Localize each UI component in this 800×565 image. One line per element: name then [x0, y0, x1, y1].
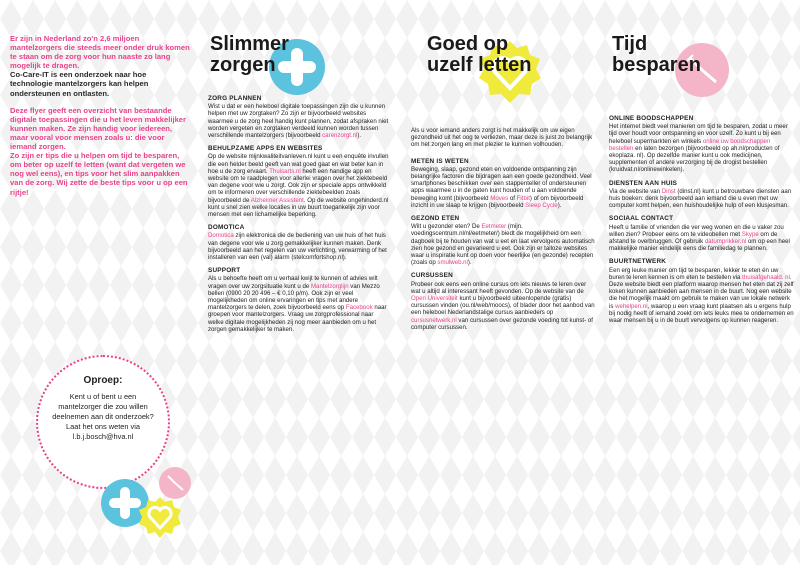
slimmer-zorgen-column	[202, 0, 402, 565]
goed-op-uzelf-letten-column	[405, 0, 601, 565]
section-behulpzame-apps	[208, 145, 390, 218]
section-text: en laten bezorgen (bijvoorbeeld op ah.nl/producten of ekoplaza. nl). Op dezelfde manier kunt u ook medicijnen, supplementen of andere verzorging bij de drogist bestellen (kruidvat.nl/onlinewinkelen).	[609, 144, 780, 174]
section-heading: CURSUSSEN	[411, 272, 453, 280]
heading-line-1: Slimmer	[210, 33, 289, 55]
heading-line-1: Tijd	[612, 33, 648, 55]
section-text: van cursussen over gezonde voeding tot kunst- of computer cursussen.	[411, 316, 593, 331]
section-zorg-plannen	[208, 95, 390, 139]
section-heading: BEHULPZAME APPS EN WEBSITES	[208, 145, 323, 153]
section-text: Een erg leuke manier om tijd te besparen, lekker te eten én uw buren te leren kennen is om eten te bestellen via	[609, 266, 779, 281]
intro-p2: Co-Care-IT is een onderzoek naar hoe technologie mantelzorgers kan helpen ondersteunen en ontlasten.	[10, 70, 149, 98]
link-skype[interactable]: Skype	[741, 230, 759, 238]
section-sociaal-contact	[609, 215, 795, 252]
section-text: Wilt u gezonder eten? De	[411, 223, 482, 231]
section-text: naar groepen voor mantelzorgers. Vraag uw zorgprofessional naar welke digitale mogelijkheden zij nog meer aanbieden om u het zorgen gemakkelijker te maken.	[208, 304, 387, 333]
section-text: of	[508, 194, 517, 202]
section-heading: ONLINE BOODSCHAPPEN	[609, 115, 694, 122]
section-text: . Op de website ongehinderd.nl kunt u snel zien welke locaties in uw buurt toegankelijk zijn voor mensen met een lichamelijke beperking.	[208, 196, 389, 219]
section-text: ).	[357, 132, 362, 140]
section-text: ).	[467, 259, 472, 267]
section-text: Op de website mijnkwaliteitvanleven.nl kunt u een enquête invullen die een helder beeld geeft van wat goed gaat en wat beter kan in hoe u de zorg ervaart.	[208, 153, 389, 175]
link-mantelzorglijn[interactable]: Mantelzorglijn	[310, 282, 349, 290]
intro-p4: Zo zijn er tips die u helpen om tijd te besparen, om beter op uzelf te letten (want dat vergeten we nog wel eens), en tips voor het slim aanpakken van de zorg. Wij zette de beste tips voor u op een rijtje!	[10, 151, 188, 197]
link-thuisarts[interactable]: Thuisarts.nl	[269, 167, 301, 175]
link-facebook[interactable]: Facebook	[345, 304, 373, 312]
link-alzheimer-assistent[interactable]: Alzheimer Assistent	[250, 196, 304, 204]
heading-line-2: zorgen	[210, 54, 276, 76]
section-support	[208, 267, 390, 333]
section-heading: DOMOTICA	[208, 224, 245, 232]
section-text: om op een heel makkelijke manier eindelijk eens die familiedag te plannen.	[609, 238, 790, 253]
clock-badge-icon	[158, 466, 192, 500]
section-text: zijn elektronica die de bediening van uw huis of het huis van degene voor wie u zorg gemakkelijker kunnen maken. Denk bijvoorbeeld aan het regelen van uw verlichting, verwarming of het installeren van een (val) alarm (stelcomfortshop.nl).	[208, 232, 387, 262]
section-text: Probeer ook eens een online cursus om iets nieuws te leren over wat u altijd al interessant heeft gevonden. Op de website van de	[411, 280, 587, 295]
section-text: . Deze website biedt een platform waarop mensen het eten dat zij zelf koken kunnen aanbieden aan mensen in de buurt. Nog een website die het mogelijk maakt om gebruik te maken van uw lokale netwerk is	[609, 273, 794, 310]
callout-body: Kent u of bent u een mantelzorger die zou willen deelnemen aan dit onderzoek? Laat het ons weten via l.b.j.bosch@hva.nl	[52, 392, 154, 441]
callout-title: Oproep:	[83, 375, 123, 386]
link-fitbit[interactable]: Fitbit	[516, 194, 530, 202]
tijd-besparen-body	[609, 115, 795, 330]
slimmer-zorgen-heading	[210, 34, 289, 76]
section-text: heeft een handige app en website om te raadplegen voor allerlei vragen over het ziektebeeld van degene voor wie u zorgt. Ook zijn er speciale apps ontwikkeld om te informeren over verschillende ziektebeelden zoals bijvoorbeeld de	[208, 167, 388, 204]
section-text: (mijn. voedingscentrum.nl/nl/eetmeter/) biedt de mogelijkheid om een dagboek bij te houden van wat u eet en laat vervolgens automatisch zien hoe gezond en gevarieerd u eet. Ook zijn er talloze websites waar u inspiratie kunt op doen voor heerlijke (en gezonde) recepten (zoals op	[411, 223, 595, 267]
section-text: , waarop u een vraag kunt plaatsen als u ergens hulp bij nodig heeft of iemand zoekt om iets leuks mee te ondernemen en waar mensen bij u in de buurt vervolgens op kunnen reageren.	[609, 302, 794, 325]
section-intro	[411, 127, 595, 149]
intro-column	[0, 0, 198, 565]
heading-line-2: uzelf letten	[427, 54, 532, 76]
section-text: Beweging, slaap, gezond eten en voldoende ontspanning zijn belangrijke factoren die bijdragen aan een goede gezondheid. Veel smartphones beschikken over een stappenteller of ondersteunen apps waarmee u in de gaten kunt houden of u aan voldoende beweging komt (bijvoorbeeld	[411, 165, 592, 202]
link-open-universiteit[interactable]: Open Universiteit	[411, 295, 458, 303]
section-text: Als u voor iemand anders zorgt is het makkelijk om uw eigen gezondheid uit het oog te verliezen, maar deze is juist zo belangrijk om het zorgen lang en met plezier te kunnen volhouden.	[411, 127, 593, 149]
section-text: van Mezzo bellen (0900 20 20 496 – € 0,10 p/m). Ook zijn er veel mogelijkheden om online ervaringen en tips met andere mantelzorgers te delen, zoek bijvoorbeeld eens op	[208, 282, 380, 312]
section-text: Via de website van	[609, 187, 662, 195]
section-heading: METEN IS WETEN	[411, 157, 469, 165]
link-thuisafgehaald[interactable]: thuisafgehaald. nl	[742, 273, 790, 281]
section-text: Wist u dat er een heleboel digitale toepassingen zijn die u kunnen helpen met uw zorgtaken? Zo zijn er bijvoorbeeld websites waarmee u de zorg heel handig kunt plannen, zodat afspraken niet worden vergeten en zorgtaken verdeeld kunnen worden tussen verschillende mantelzorgers (bijvoorbeeld	[208, 103, 389, 140]
section-text: Als u behoefte heeft om u verhaal kwijt te kunnen of advies wilt vragen over uw zorgsituatie kunt u de	[208, 275, 378, 290]
heart-badge-icon	[138, 496, 182, 540]
section-text: om de afstand te overbruggen. Of gebruik	[609, 230, 778, 246]
slimmer-zorgen-body	[208, 95, 390, 339]
section-domotica	[208, 224, 390, 261]
tijd-besparen-heading	[612, 34, 701, 76]
section-gezond-eten	[411, 215, 595, 266]
link-carenzorgt[interactable]: carenzorgt.nl	[322, 132, 358, 140]
link-wehelpen[interactable]: wehelpen.nl	[615, 302, 648, 310]
intro-text	[10, 34, 190, 205]
link-datumprikker[interactable]: datumprikker.nl	[704, 238, 747, 246]
heading-line-1: Goed op	[427, 33, 509, 55]
link-eetmeter[interactable]: Eetmeter	[481, 223, 507, 231]
section-heading: SUPPORT	[208, 267, 241, 275]
section-heading: ZORG PLANNEN	[208, 95, 262, 102]
section-text: ) of om bijvoorbeeld inzicht in uw slaap te krijgen (bijvoorbeeld	[411, 194, 584, 209]
section-cursussen	[411, 272, 595, 331]
section-text: kunt u bijvoorbeeld uiteenlopende (gratis) cursussen vinden (ou.nl/web/moocs), of blader door het aanbod van een heleboel Nederlandstalige cursus aanbieders op	[411, 295, 595, 317]
link-cursusnetwerk[interactable]: cursusnetwerk.nl	[411, 316, 457, 324]
section-text: Heeft u familie of vrienden die ver weg wonen en die u vaker zou willen zien? Probeer eens om te videobellen met	[609, 223, 784, 238]
section-heading: BUURTNETWERK	[609, 258, 667, 266]
section-online-boodschappen	[609, 115, 795, 174]
intro-p3: Deze flyer geeft een overzicht van bestaande digitale toepassingen die u het leven makkelijker kunnen maken. Ze zijn handig voor iedereen, maar vooral voor mensen zoals u: die voor iemand zorgen.	[10, 105, 186, 152]
goed-op-uzelf-letten-body	[411, 127, 595, 337]
tijd-besparen-column	[604, 0, 800, 565]
intro-p1: Er zijn in Nederland zo'n 2,6 miljoen mantelzorgers die steeds meer onder druk komen te staan om de zorg voor hun naaste zo lang mogelijk te dragen.	[10, 34, 190, 71]
section-diensten-aan-huis	[609, 180, 795, 210]
section-text: Het internet biedt veel manieren om tijd te besparen, zodat u meer tijd over houdt voor ontspanning en voor uzelf. Zo kunt u bij een heleboel supermarkten en winkels	[609, 123, 788, 145]
link-domotica[interactable]: Domotica	[208, 232, 234, 240]
section-text: (dinst.nl) kunt u betrouwbare diensten aan huis boeken: denk bijvoorbeeld aan iemand die u even met uw computer komt helpen, een huishoudelijke hulp of een klusjesman.	[609, 187, 792, 210]
link-dinst[interactable]: Dinst	[661, 187, 676, 195]
section-text: ).	[557, 201, 562, 209]
goed-op-uzelf-letten-heading	[427, 34, 531, 76]
link-online-boodschappen[interactable]: online uw boodschappen bestellen	[609, 137, 771, 152]
link-moves[interactable]: Moves	[490, 194, 509, 202]
section-heading: GEZOND ETEN	[411, 215, 460, 223]
link-smulweb[interactable]: smulweb.nl	[437, 259, 468, 267]
heading-line-2: besparen	[612, 54, 701, 76]
section-heading: DIENSTEN AAN HUIS	[609, 179, 678, 187]
section-meten-is-weten	[411, 158, 595, 209]
section-heading: SOCIAAL CONTACT	[609, 215, 674, 223]
section-buurtnetwerk	[609, 258, 795, 324]
callout-circle	[36, 355, 170, 489]
link-sleep-cycle[interactable]: Sleep Cycle	[525, 201, 558, 209]
